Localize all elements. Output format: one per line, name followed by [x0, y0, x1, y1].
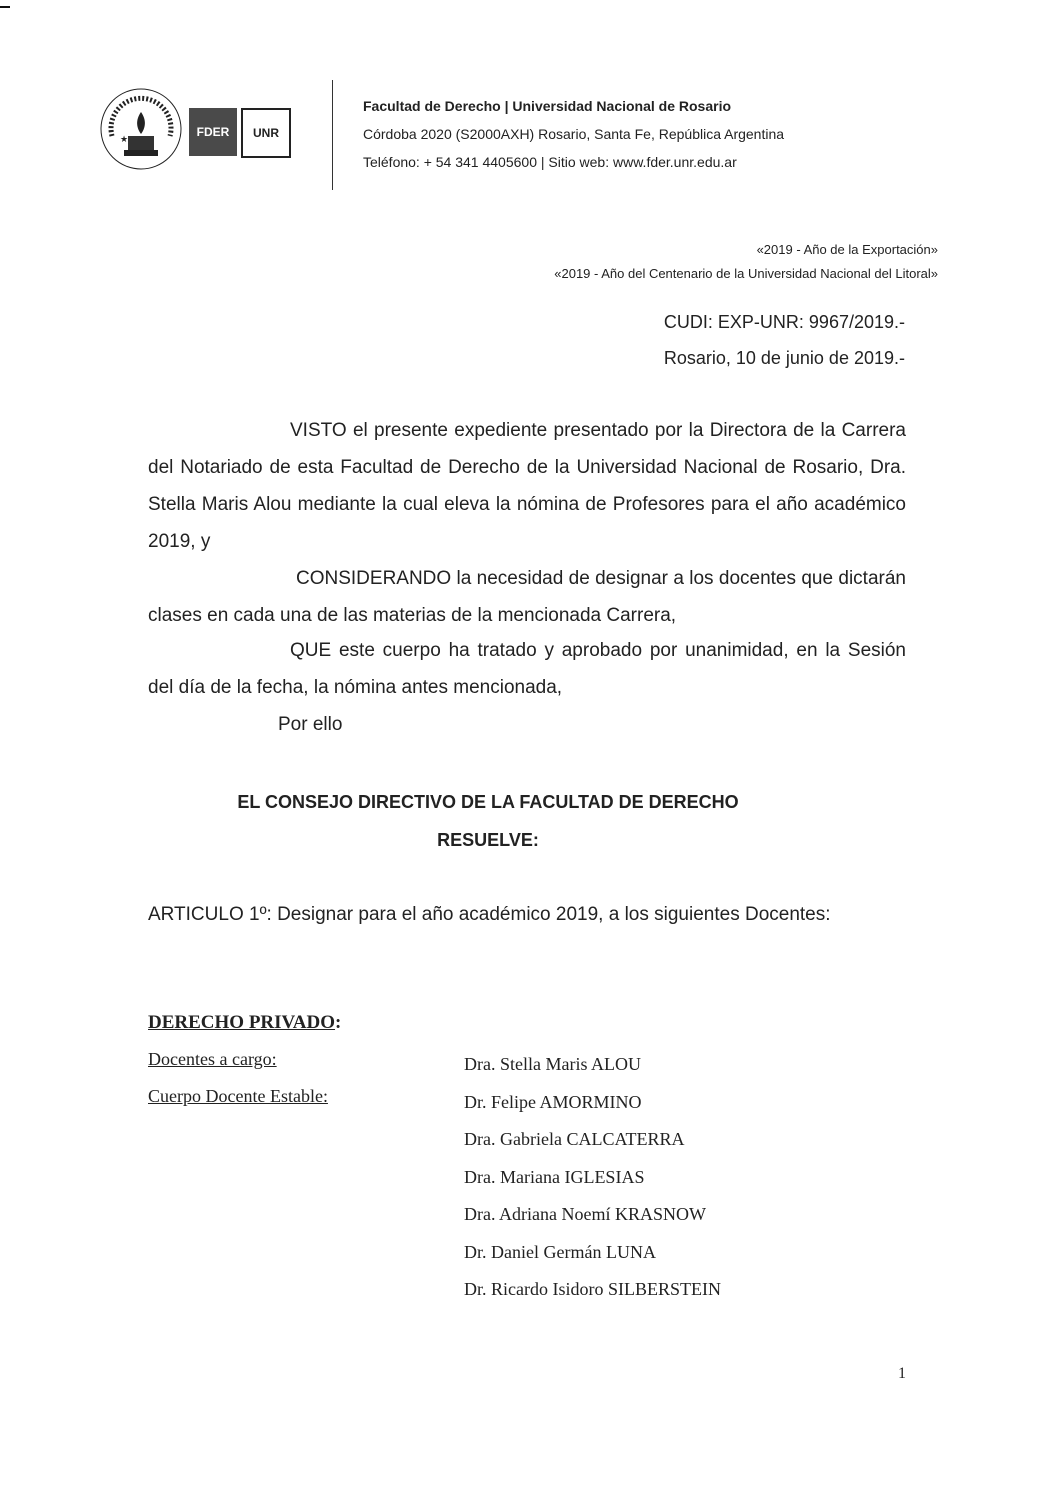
visto-paragraph: VISTO el presente expediente presentado por la Directora de la Carrera del Notariado de esta Facultad de Derecho de la Universidad Nacional de Rosario, Dra. Stella Maris Alou mediante la cual eleva la nómina de Profesores para el año académico 2019, y: [148, 420, 906, 552]
page-number: 1: [898, 1365, 906, 1382]
faculty-name: Dr. Daniel Germán LUNA: [464, 1241, 656, 1262]
motto-line: «2019 - Año del Centenario de la Universidad Nacional del Litoral»: [554, 266, 938, 281]
document-reference: [664, 304, 905, 376]
institution-name: Facultad de Derecho | Universidad Nacional de Rosario: [363, 98, 732, 114]
institution-block: [363, 92, 784, 176]
header-divider: [332, 80, 333, 190]
section-title-colon: :: [335, 1012, 342, 1033]
faculty-name: Dra. Mariana IGLESIAS: [464, 1166, 645, 1187]
faculty-name: Dr. Ricardo Isidoro SILBERSTEIN: [464, 1279, 721, 1299]
scan-mark: [0, 6, 10, 8]
article-1: ARTICULO 1º: Designar para el año académico 2019, a los siguientes Docentes:: [148, 904, 831, 925]
motto-line: «2019 - Año de la Exportación»: [756, 242, 938, 257]
faculty-name: Dra. Gabriela CALCATERRA: [464, 1129, 685, 1149]
unr-logo: UNR: [241, 108, 291, 158]
resolves-heading: RESUELVE:: [437, 830, 539, 850]
document-date: Rosario, 10 de junio de 2019.-: [663, 348, 905, 368]
section-title-text: DERECHO PRIVADO: [148, 1012, 336, 1033]
role-in-charge: Docentes a cargo:: [148, 1049, 277, 1069]
por-ello: Por ello: [278, 714, 343, 735]
institution-contact: Teléfono: + 54 341 4405600 | Sitio web: www.fder.unr.edu.ar: [363, 154, 737, 170]
faculty-list: [464, 1046, 721, 1309]
letterhead: [98, 80, 978, 190]
role-staff: Cuerpo Docente Estable:: [148, 1086, 328, 1106]
file-reference: CUDI: EXP-UNR: 9967/2019.-: [663, 312, 905, 332]
considerando-paragraph: CONSIDERANDO la necesidad de designar a los docentes que dictarán clases en cada una de las materias de la mencionada Carrera,: [148, 568, 906, 626]
faculty-name: Dra. Stella Maris ALOU: [464, 1054, 641, 1074]
university-seal-icon: [98, 86, 184, 172]
svg-text:★: ★: [120, 135, 129, 145]
faculty-name: Dra. Adriana Noemí KRASNOW: [464, 1204, 706, 1224]
faculty-name: Dr. Felipe AMORMINO: [464, 1091, 642, 1112]
fder-logo: FDER: [189, 108, 237, 156]
que-paragraph: QUE este cuerpo ha tratado y aprobado por unanimidad, en la Sesión del día de la fecha, la nómina antes mencionada,: [148, 640, 906, 698]
institution-address: Córdoba 2020 (S2000AXH) Rosario, Santa Fe, República Argentina: [363, 126, 785, 142]
council-heading: EL CONSEJO DIRECTIVO DE LA FACULTAD DE DERECHO: [237, 792, 739, 812]
year-mottos: [554, 238, 938, 286]
section-title: [148, 1012, 341, 1034]
